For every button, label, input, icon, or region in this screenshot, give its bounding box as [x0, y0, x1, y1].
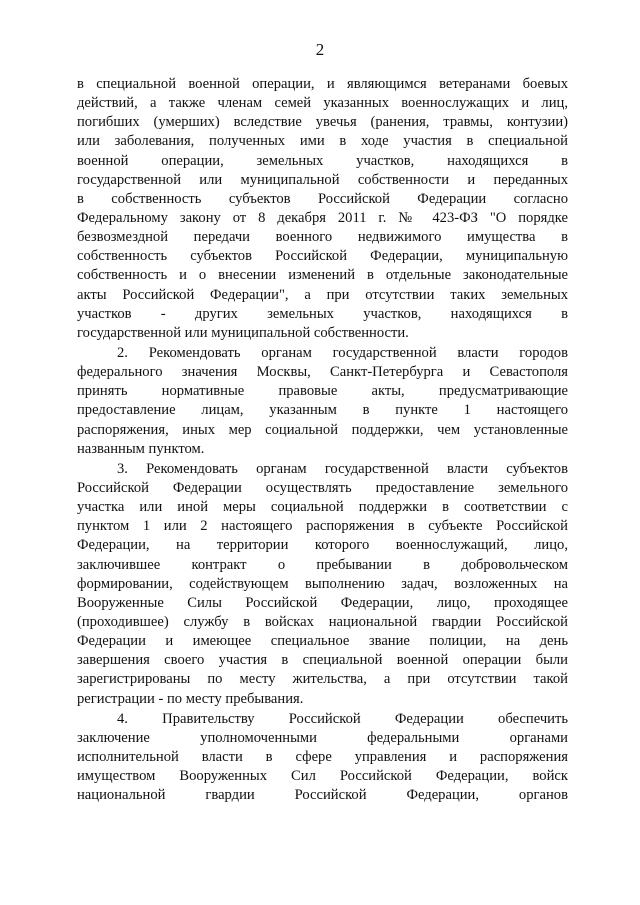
text-line: участка или иной меры социальной поддержки в соответствии с	[77, 499, 568, 516]
paragraph-2	[77, 344, 568, 459]
text-line: заключившее контракт о пребывании в добровольческом	[77, 556, 568, 573]
text-line: Российской Федерации осуществлять предоставление земельного	[77, 479, 568, 496]
text-line: формировании, содействующем выполнению задач, возложенных на	[77, 575, 568, 592]
text-line: Федерации, на территории которого военнослужащий, лицо,	[77, 537, 568, 554]
text-line: в специальной военной операции, и являющимся ветеранами боевых	[77, 76, 568, 92]
text-line: заключение уполномоченными федеральными органами	[77, 729, 568, 746]
text-line: действий, а также членам семей указанных военнослужащих и лиц,	[77, 95, 568, 112]
text-line: 2. Рекомендовать органам государственной власти городов	[117, 344, 568, 361]
text-line: национальной гвардии Российской Федерации, органов	[77, 787, 568, 804]
text-line: собственность и о внесении изменений в отдельные законодательные	[77, 267, 568, 284]
text-line: исполнительной власти в сфере управления и распоряжения	[77, 748, 568, 765]
text-line: военной операции, земельных участков, находящихся в	[77, 152, 568, 169]
text-line: или заболевания, полученных ими в ходе участия в специальной	[77, 133, 568, 150]
text-line: в собственность субъектов Российской Федерации согласно	[77, 190, 568, 207]
text-line: участков - других земельных участков, находящихся в	[77, 305, 568, 322]
text-line: 3. Рекомендовать органам государственной власти субъектов	[117, 460, 568, 477]
text-line: завершения своего участия в специальной военной операции были	[77, 652, 568, 669]
text-line: принять нормативные правовые акты, предусматривающие	[77, 383, 568, 400]
text-line: (проходившее) службу в войсках национальной гвардии Российской	[77, 613, 568, 630]
text-line: государственной или муниципальной собственности.	[77, 324, 409, 341]
text-line: собственность субъектов Российской Федерации, муниципальную	[77, 248, 568, 265]
paragraph-1	[77, 75, 568, 343]
text-line: 4. Правительству Российской Федерации обеспечить	[117, 710, 568, 727]
text-line: государственной или муниципальной собственности и переданных	[77, 171, 568, 188]
paragraph-4	[77, 710, 568, 806]
text-line: погибших (умерших) вследствие увечья (ранения, травмы, контузии)	[77, 114, 568, 131]
document-body	[77, 75, 568, 805]
text-line: пунктом 1 или 2 настоящего распоряжения в субъекте Российской	[77, 518, 568, 535]
paragraph-3	[77, 460, 568, 709]
text-line: зарегистрированы по месту жительства, а при отсутствии такой	[77, 671, 568, 688]
text-line: Федерации и имеющее специальное звание полиции, на день	[77, 633, 568, 650]
text-line: регистрации - по месту пребывания.	[77, 690, 304, 707]
text-line: распоряжения, иных мер социальной поддержки, чем установленные	[77, 421, 568, 438]
text-line: предоставление лицам, указанным в пункте 1 настоящего	[77, 402, 568, 419]
text-line: имуществом Вооруженных Сил Российской Федерации, войск	[77, 768, 568, 785]
text-line: Вооруженные Силы Российской Федерации, лицо, проходящее	[77, 594, 568, 611]
text-line: названным пунктом.	[77, 440, 205, 457]
text-line: безвозмездной передачи военного недвижимого имущества в	[77, 229, 568, 246]
page-number: 2	[315, 40, 325, 59]
text-line: акты Российской Федерации", а при отсутствии таких земельных	[77, 286, 568, 303]
text-line: Федеральному закону от 8 декабря 2011 г. № 423-ФЗ "О порядке	[77, 209, 568, 226]
text-line: федерального значения Москвы, Санкт-Петербурга и Севастополя	[77, 364, 568, 381]
